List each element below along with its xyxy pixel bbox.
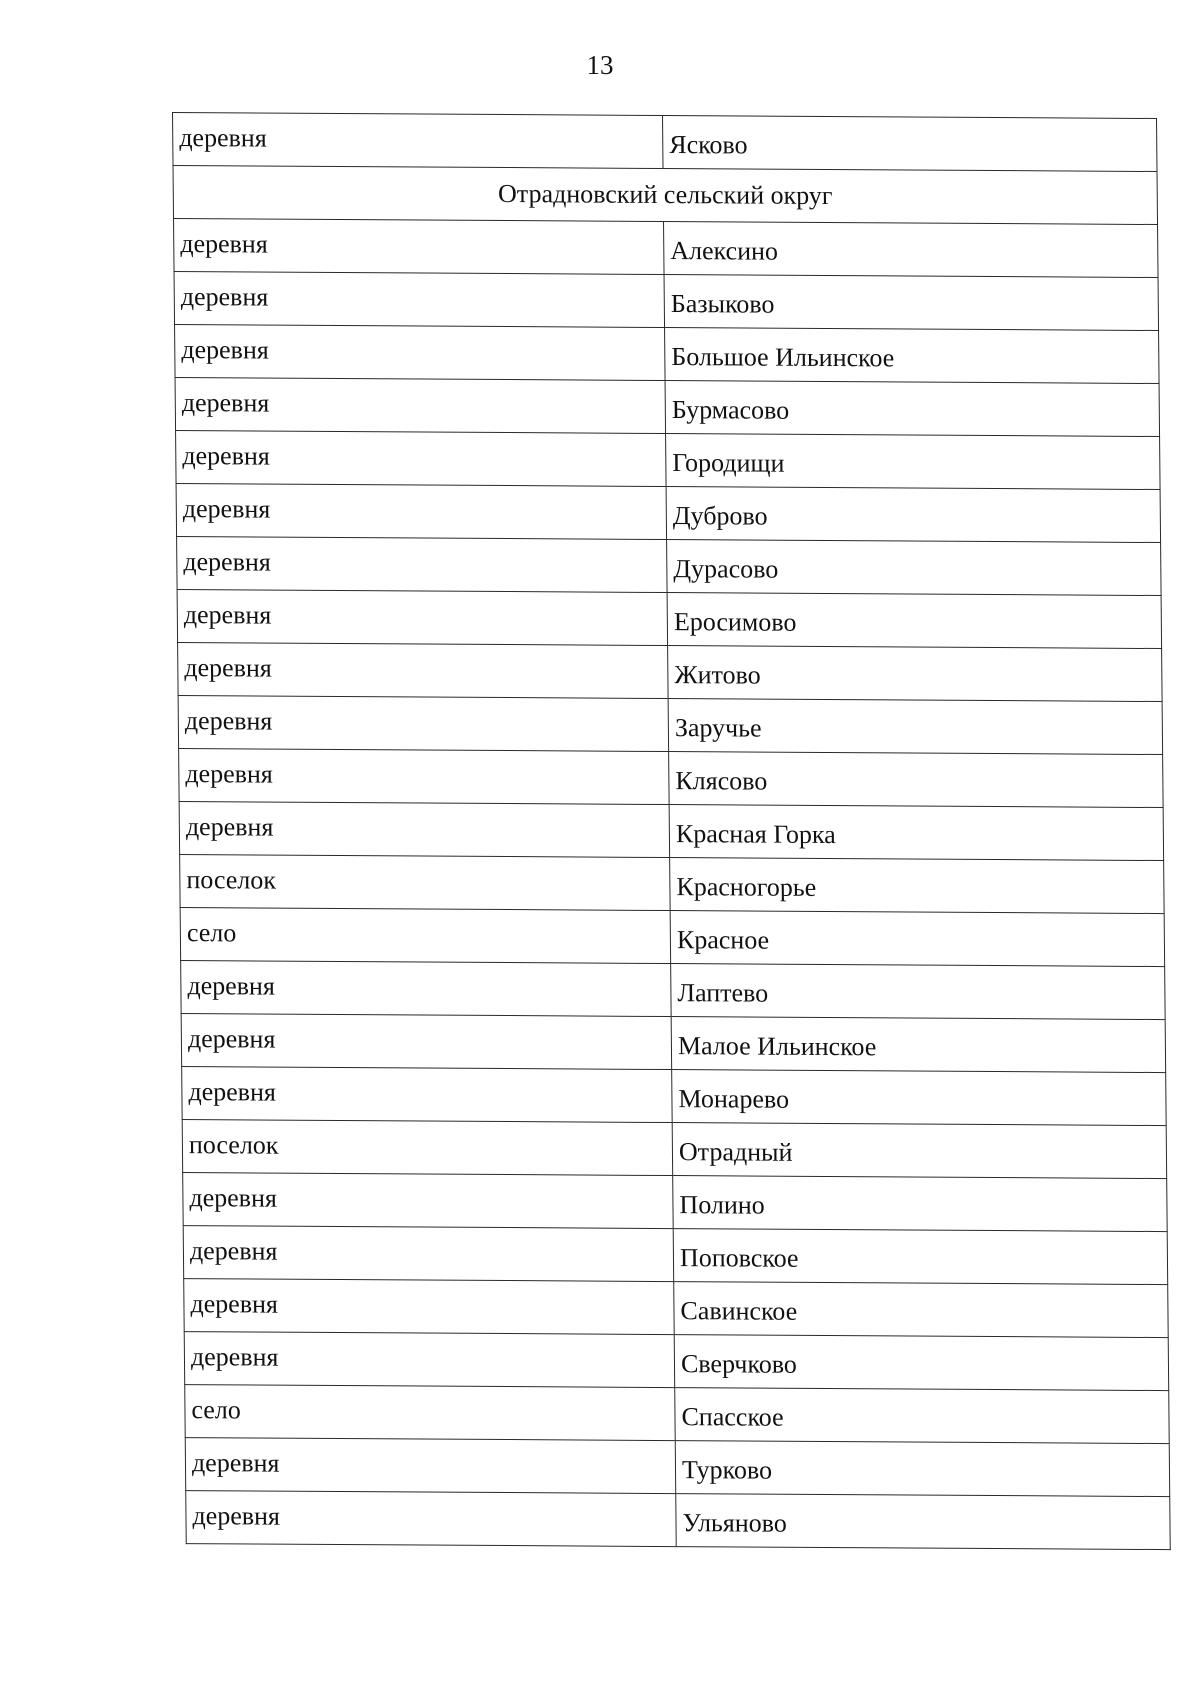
table-row	[174, 272, 1159, 331]
settlement-type-cell: село	[185, 1385, 676, 1441]
table-row	[185, 1385, 1170, 1444]
settlement-name-cell: Заручье	[668, 699, 1163, 755]
settlement-type-cell: поселок	[180, 855, 671, 911]
settlement-type-cell: деревня	[175, 325, 666, 381]
settlement-name-cell: Полино	[673, 1176, 1168, 1232]
settlement-type-cell: деревня	[178, 643, 669, 699]
table-row	[182, 1120, 1167, 1179]
settlement-name-cell: Отрадный	[672, 1123, 1167, 1179]
table-row	[173, 113, 1158, 172]
settlement-type-cell: деревня	[176, 484, 667, 540]
settlement-type-cell: деревня	[185, 1438, 676, 1494]
table-row	[178, 643, 1163, 702]
settlement-name-cell: Ясково	[663, 115, 1158, 171]
settlement-name-cell: Бурмасово	[665, 381, 1160, 437]
district-header-row	[173, 166, 1158, 225]
settlement-type-cell: деревня	[183, 1173, 674, 1229]
settlement-name-cell: Сверчково	[674, 1335, 1169, 1391]
settlement-name-cell: Алексино	[664, 222, 1159, 278]
table-row	[178, 696, 1163, 755]
settlement-name-cell: Еросимово	[667, 593, 1162, 649]
table-row	[180, 855, 1165, 914]
settlement-name-cell: Савинское	[674, 1282, 1169, 1338]
settlement-name-cell: Городищи	[666, 434, 1161, 490]
settlement-type-cell: деревня	[184, 1332, 675, 1388]
table-row	[175, 325, 1160, 384]
table-row	[179, 802, 1164, 861]
settlement-type-cell: деревня	[182, 1067, 673, 1123]
settlement-name-cell: Дуброво	[666, 487, 1161, 543]
table-row	[176, 484, 1161, 543]
settlement-type-cell: деревня	[186, 1491, 677, 1547]
settlement-name-cell: Красное	[670, 911, 1165, 967]
settlement-name-cell: Спасское	[675, 1388, 1170, 1444]
settlement-name-cell: Турково	[675, 1441, 1170, 1497]
settlement-type-cell: деревня	[178, 696, 669, 752]
table-row	[179, 749, 1164, 808]
settlement-name-cell: Большое Ильинское	[665, 328, 1160, 384]
settlement-name-cell: Житово	[668, 646, 1163, 702]
settlement-type-cell: деревня	[176, 431, 667, 487]
table-row	[182, 1067, 1167, 1126]
settlement-type-cell: село	[180, 908, 671, 964]
settlement-type-cell: деревня	[177, 537, 668, 593]
settlement-name-cell: Ульяново	[676, 1494, 1171, 1550]
table-row	[183, 1173, 1168, 1232]
table-row	[177, 537, 1162, 596]
table-row	[180, 908, 1165, 967]
page-number: 13	[586, 50, 614, 80]
settlement-type-cell: деревня	[181, 961, 672, 1017]
table-row	[174, 219, 1159, 278]
settlement-name-cell: Красногорье	[670, 858, 1165, 914]
table-row	[176, 431, 1161, 490]
settlement-type-cell: деревня	[175, 378, 666, 434]
settlement-name-cell: Клясово	[669, 752, 1164, 808]
settlement-name-cell: Малое Ильинское	[671, 1017, 1166, 1073]
settlement-name-cell: Лаптево	[671, 964, 1166, 1020]
table-row	[184, 1279, 1169, 1338]
settlement-name-cell: Базыково	[664, 275, 1159, 331]
settlements-table	[172, 112, 1171, 1550]
settlement-type-cell: деревня	[177, 590, 668, 646]
settlement-name-cell: Красная Горка	[669, 805, 1164, 861]
settlement-type-cell: деревня	[173, 113, 664, 169]
settlement-name-cell: Поповское	[673, 1229, 1168, 1285]
settlement-type-cell: деревня	[181, 1014, 672, 1070]
table-row	[184, 1332, 1169, 1391]
table-row	[181, 1014, 1166, 1073]
settlement-type-cell: деревня	[183, 1226, 674, 1282]
settlement-name-cell: Монарево	[672, 1070, 1167, 1126]
table-row	[183, 1226, 1168, 1285]
settlement-type-cell: деревня	[184, 1279, 675, 1335]
settlements-table-wrap	[172, 112, 1171, 1550]
settlement-type-cell: деревня	[179, 802, 670, 858]
table-row	[175, 378, 1160, 437]
settlement-type-cell: поселок	[182, 1120, 673, 1176]
table-row	[181, 961, 1166, 1020]
settlements-table-body	[173, 113, 1171, 1550]
settlement-name-cell: Дурасово	[667, 540, 1162, 596]
settlement-type-cell: деревня	[179, 749, 670, 805]
table-row	[177, 590, 1162, 649]
settlement-type-cell: деревня	[174, 272, 665, 328]
settlement-type-cell: деревня	[174, 219, 665, 275]
district-header: Отрадновский сельский округ	[173, 166, 1158, 225]
table-row	[185, 1438, 1170, 1497]
table-row	[186, 1491, 1171, 1550]
